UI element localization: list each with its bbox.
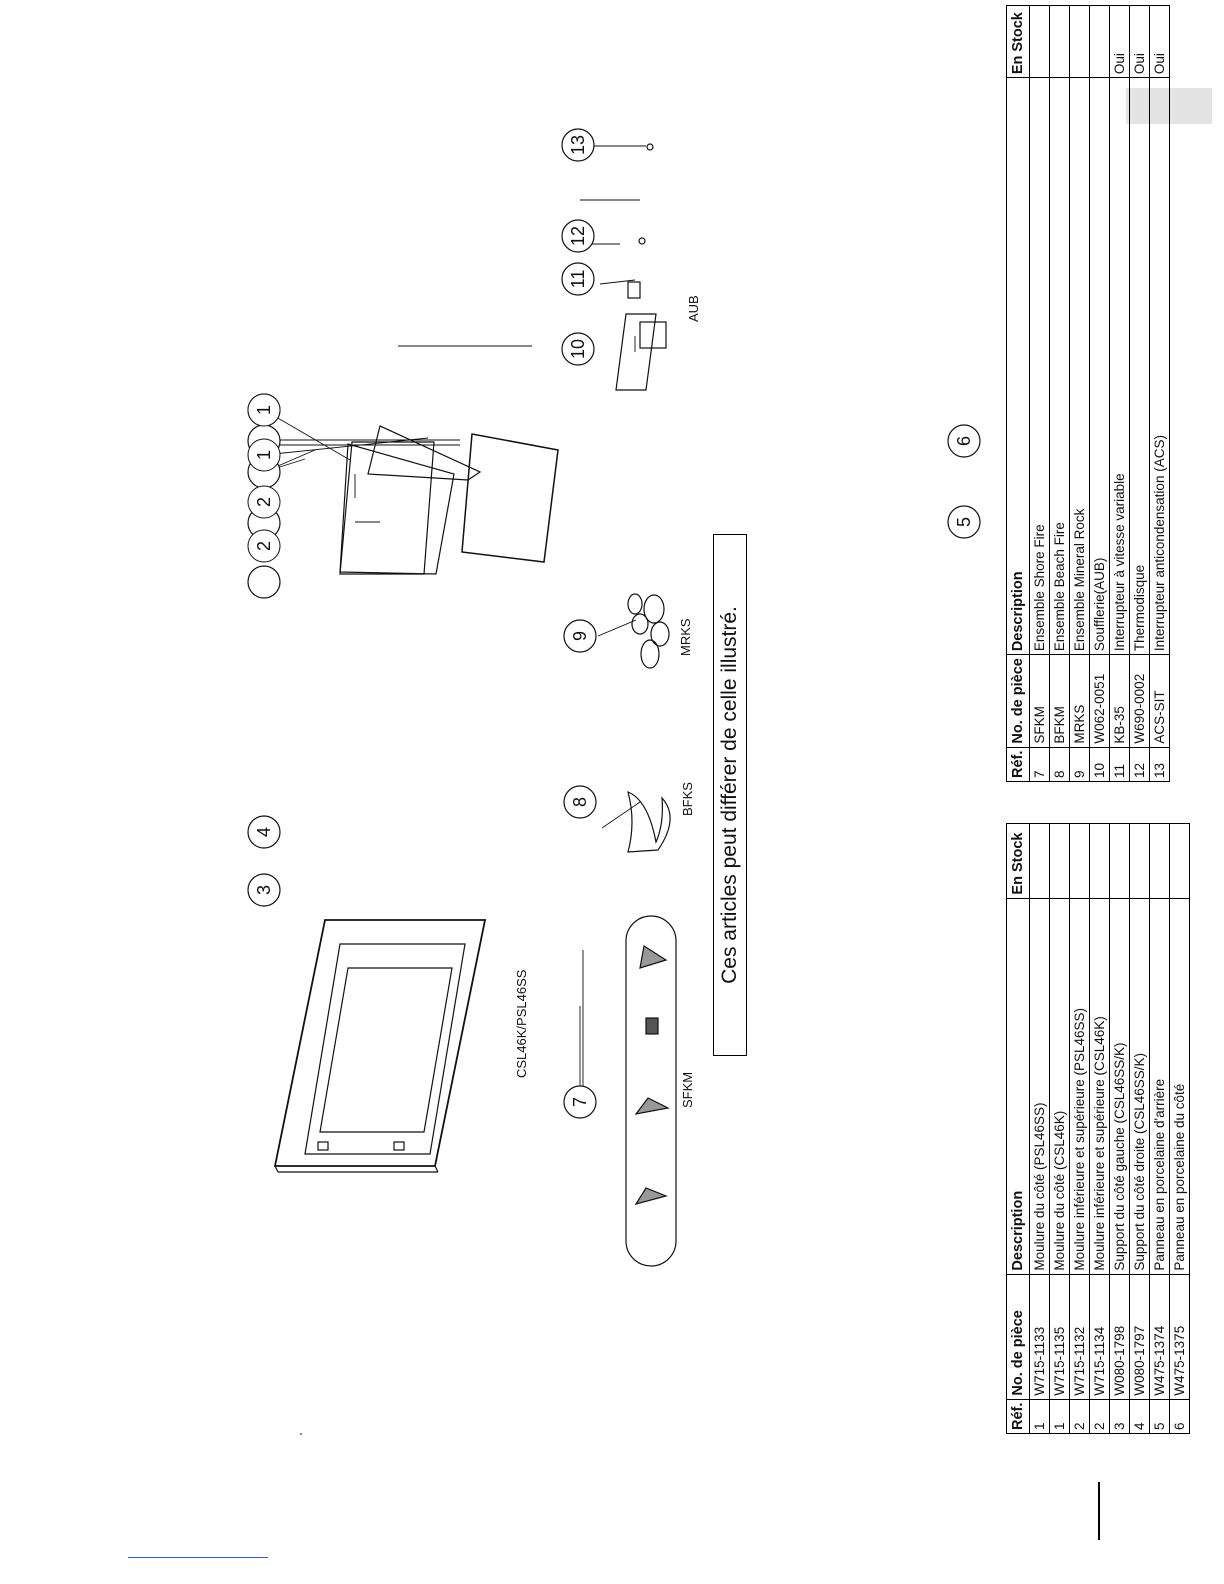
table-header-row (1007, 823, 1030, 1433)
cell-in-stock (1110, 823, 1130, 898)
callout-11 (562, 263, 594, 295)
col-in-stock: En Stock (1007, 823, 1030, 898)
col-part-no: No. de pièce (1007, 655, 1030, 747)
cell-description: Support du côté gauche (CSL46SS/K) (1110, 898, 1130, 1274)
cell-description: Interrupteur anticondensation (ACS) (1150, 78, 1170, 655)
cell-ref: 12 (1130, 747, 1150, 781)
cell-ref: 1 (1030, 1399, 1050, 1433)
svg-text:4: 4 (254, 826, 274, 838)
mrks-label: MRKS (678, 618, 693, 656)
callout-10 (562, 333, 594, 365)
sfkm-label: SFKM (680, 1071, 695, 1108)
cell-ref: 1 (1050, 1399, 1070, 1433)
table-row (1070, 6, 1090, 782)
cell-part-no: W690-0002 (1130, 655, 1150, 747)
col-description: Description (1007, 898, 1030, 1274)
cell-description: Soufflerie(AUB) (1090, 78, 1110, 655)
cell-description: Panneau en porcelaine du côté (1170, 898, 1190, 1274)
callout-7 (564, 1086, 596, 1118)
callout-12 (562, 220, 594, 252)
table-row (1110, 823, 1130, 1433)
cell-ref: 2 (1090, 1399, 1110, 1433)
cell-description: Thermodisque (1130, 78, 1150, 655)
cell-description: Moulure inférieure et supérieure (PSL46SS) (1070, 898, 1090, 1274)
svg-text:7: 7 (570, 1096, 590, 1108)
cell-ref: 13 (1150, 747, 1170, 781)
table-row (1150, 6, 1170, 782)
table-row (1030, 823, 1050, 1433)
cell-in-stock (1170, 823, 1190, 898)
cell-part-no: W715-1133 (1030, 1274, 1050, 1399)
cell-in-stock (1050, 823, 1070, 898)
svg-text:9: 9 (570, 630, 590, 642)
parts-table-right (1006, 5, 1170, 782)
col-description: Description (1007, 78, 1030, 655)
bfks-label: BFKS (680, 782, 695, 816)
svg-text:3: 3 (254, 884, 274, 896)
cell-in-stock (1150, 823, 1170, 898)
cell-description: Support du côté droite (CSL46SS/K) (1130, 898, 1150, 1274)
table-row (1130, 6, 1150, 782)
cell-part-no: W715-1132 (1070, 1274, 1090, 1399)
cell-in-stock: Oui (1130, 6, 1150, 78)
table-row (1070, 823, 1090, 1433)
cell-ref: 9 (1070, 747, 1090, 781)
cell-part-no: W475-1374 (1150, 1274, 1170, 1399)
cell-part-no: W715-1135 (1050, 1274, 1070, 1399)
cell-ref: 2 (1070, 1399, 1090, 1433)
cell-in-stock (1050, 6, 1070, 78)
callout-6 (948, 425, 980, 457)
parts-table-left (1006, 823, 1190, 1434)
table-row (1050, 6, 1070, 782)
cell-description: Ensemble Shore Fire (1030, 78, 1050, 655)
col-ref: Réf. (1007, 1399, 1030, 1433)
model-label: CSL46K/PSL46SS (514, 969, 529, 1078)
cell-in-stock (1090, 823, 1110, 898)
callout-8 (564, 786, 596, 818)
table-row (1130, 823, 1150, 1433)
svg-text:1: 1 (254, 404, 274, 416)
svg-text:12: 12 (568, 225, 588, 247)
cell-description: Ensemble Beach Fire (1050, 78, 1070, 655)
cell-in-stock: Oui (1110, 6, 1130, 78)
aub-label: AUB (686, 295, 701, 322)
cell-ref: 4 (1130, 1399, 1150, 1433)
cell-in-stock: Oui (1150, 6, 1170, 78)
cell-in-stock (1070, 823, 1090, 898)
table-row (1150, 823, 1170, 1433)
table-row (1050, 823, 1070, 1433)
svg-text:6: 6 (954, 435, 974, 447)
col-part-no: No. de pièce (1007, 1274, 1030, 1399)
cell-ref: 10 (1090, 747, 1110, 781)
callout-5 (948, 506, 980, 538)
cell-in-stock (1030, 823, 1050, 898)
cell-in-stock (1070, 6, 1090, 78)
cell-part-no: SFKM (1030, 655, 1050, 747)
cell-in-stock (1130, 823, 1150, 898)
cell-part-no: BFKM (1050, 655, 1070, 747)
callout-13 (562, 129, 594, 161)
col-ref: Réf. (1007, 747, 1030, 781)
cell-description: Moulure du côté (CSL46K) (1050, 898, 1070, 1274)
svg-text:13: 13 (568, 134, 588, 156)
cell-part-no: W080-1798 (1110, 1274, 1130, 1399)
table-header-row (1007, 6, 1030, 782)
cell-part-no: W080-1797 (1130, 1274, 1150, 1399)
cell-ref: 6 (1170, 1399, 1190, 1433)
table-row (1030, 6, 1050, 782)
table-row (1090, 6, 1110, 782)
cell-ref: 7 (1030, 747, 1050, 781)
svg-text:11: 11 (568, 269, 588, 289)
svg-text:8: 8 (570, 796, 590, 808)
table-row (1090, 823, 1110, 1433)
cell-ref: 3 (1110, 1399, 1130, 1433)
svg-text:5: 5 (954, 516, 974, 528)
svg-text:1: 1 (254, 449, 274, 461)
cell-in-stock (1090, 6, 1110, 78)
cell-ref: 8 (1050, 747, 1070, 781)
svg-text:2: 2 (254, 496, 274, 508)
cell-part-no: W475-1375 (1170, 1274, 1190, 1399)
svg-text:10: 10 (568, 338, 588, 360)
cell-part-no: ACS-SIT (1150, 655, 1170, 747)
cell-description: Interrupteur à vitesse variable (1110, 78, 1130, 655)
col-in-stock: En Stock (1007, 6, 1030, 78)
callout-9 (564, 620, 596, 652)
cell-in-stock (1030, 6, 1050, 78)
table-row (1110, 6, 1130, 782)
svg-text:2: 2 (254, 540, 274, 552)
cell-part-no: MRKS (1070, 655, 1090, 747)
table-row (1170, 823, 1190, 1433)
cell-part-no: W715-1134 (1090, 1274, 1110, 1399)
cell-description: Moulure inférieure et supérieure (CSL46K) (1090, 898, 1110, 1274)
cell-ref: 5 (1150, 1399, 1170, 1433)
notice-box: Ces articles peut différer de celle illustré. (713, 534, 747, 1056)
callout-3 (248, 874, 280, 906)
cell-part-no: KB-35 (1110, 655, 1130, 747)
cell-ref: 11 (1110, 747, 1130, 781)
cell-description: Panneau en porcelaine d'arrière (1150, 898, 1170, 1274)
callout-4 (248, 816, 280, 848)
cell-part-no: W062-0051 (1090, 655, 1110, 747)
cell-description: Ensemble Mineral Rock (1070, 78, 1090, 655)
cell-description: Moulure du côté (PSL46SS) (1030, 898, 1050, 1274)
